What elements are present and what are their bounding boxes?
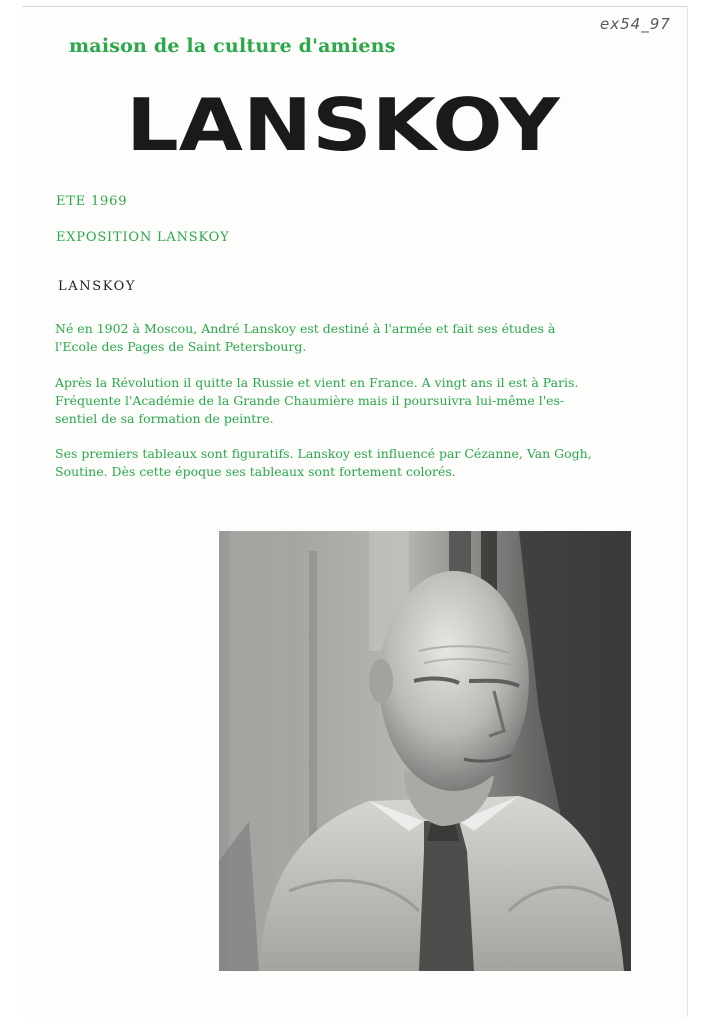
portrait-photograph [219, 531, 631, 971]
biography-paragraph-3 [55, 445, 647, 481]
handwritten-archive-reference: ex54_97 [600, 15, 671, 33]
organization-name: maison de la culture d'amiens [69, 35, 396, 57]
paragraph-line: Ses premiers tableaux sont figuratifs. Lanskoy est influencé par Cézanne, Van Gogh, [55, 446, 592, 461]
exhibition-date: ETE 1969 [56, 194, 128, 209]
biography-paragraph-1 [55, 320, 647, 356]
paragraph-line: Soutine. Dès cette époque ses tableaux sont fortement colorés. [55, 464, 456, 479]
exhibition-name: EXPOSITION LANSKOY [56, 230, 230, 245]
paragraph-line: sentiel de sa formation de peintre. [55, 411, 274, 426]
paragraph-line: Fréquente l'Académie de la Grande Chaumière mais il poursuivra lui-même l'es- [55, 393, 565, 408]
paragraph-line: l'Ecole des Pages de Saint Petersbourg. [55, 339, 307, 354]
paragraph-line: Né en 1902 à Moscou, André Lanskoy est destiné à l'armée et fait ses études à [55, 321, 556, 336]
biography-paragraph-2 [55, 374, 647, 428]
section-heading: LANSKOY [58, 279, 137, 294]
paragraph-line: Après la Révolution il quitte la Russie et vient en France. A vingt ans il est à Paris. [55, 375, 579, 390]
page-title: LANSKOY [126, 83, 560, 167]
